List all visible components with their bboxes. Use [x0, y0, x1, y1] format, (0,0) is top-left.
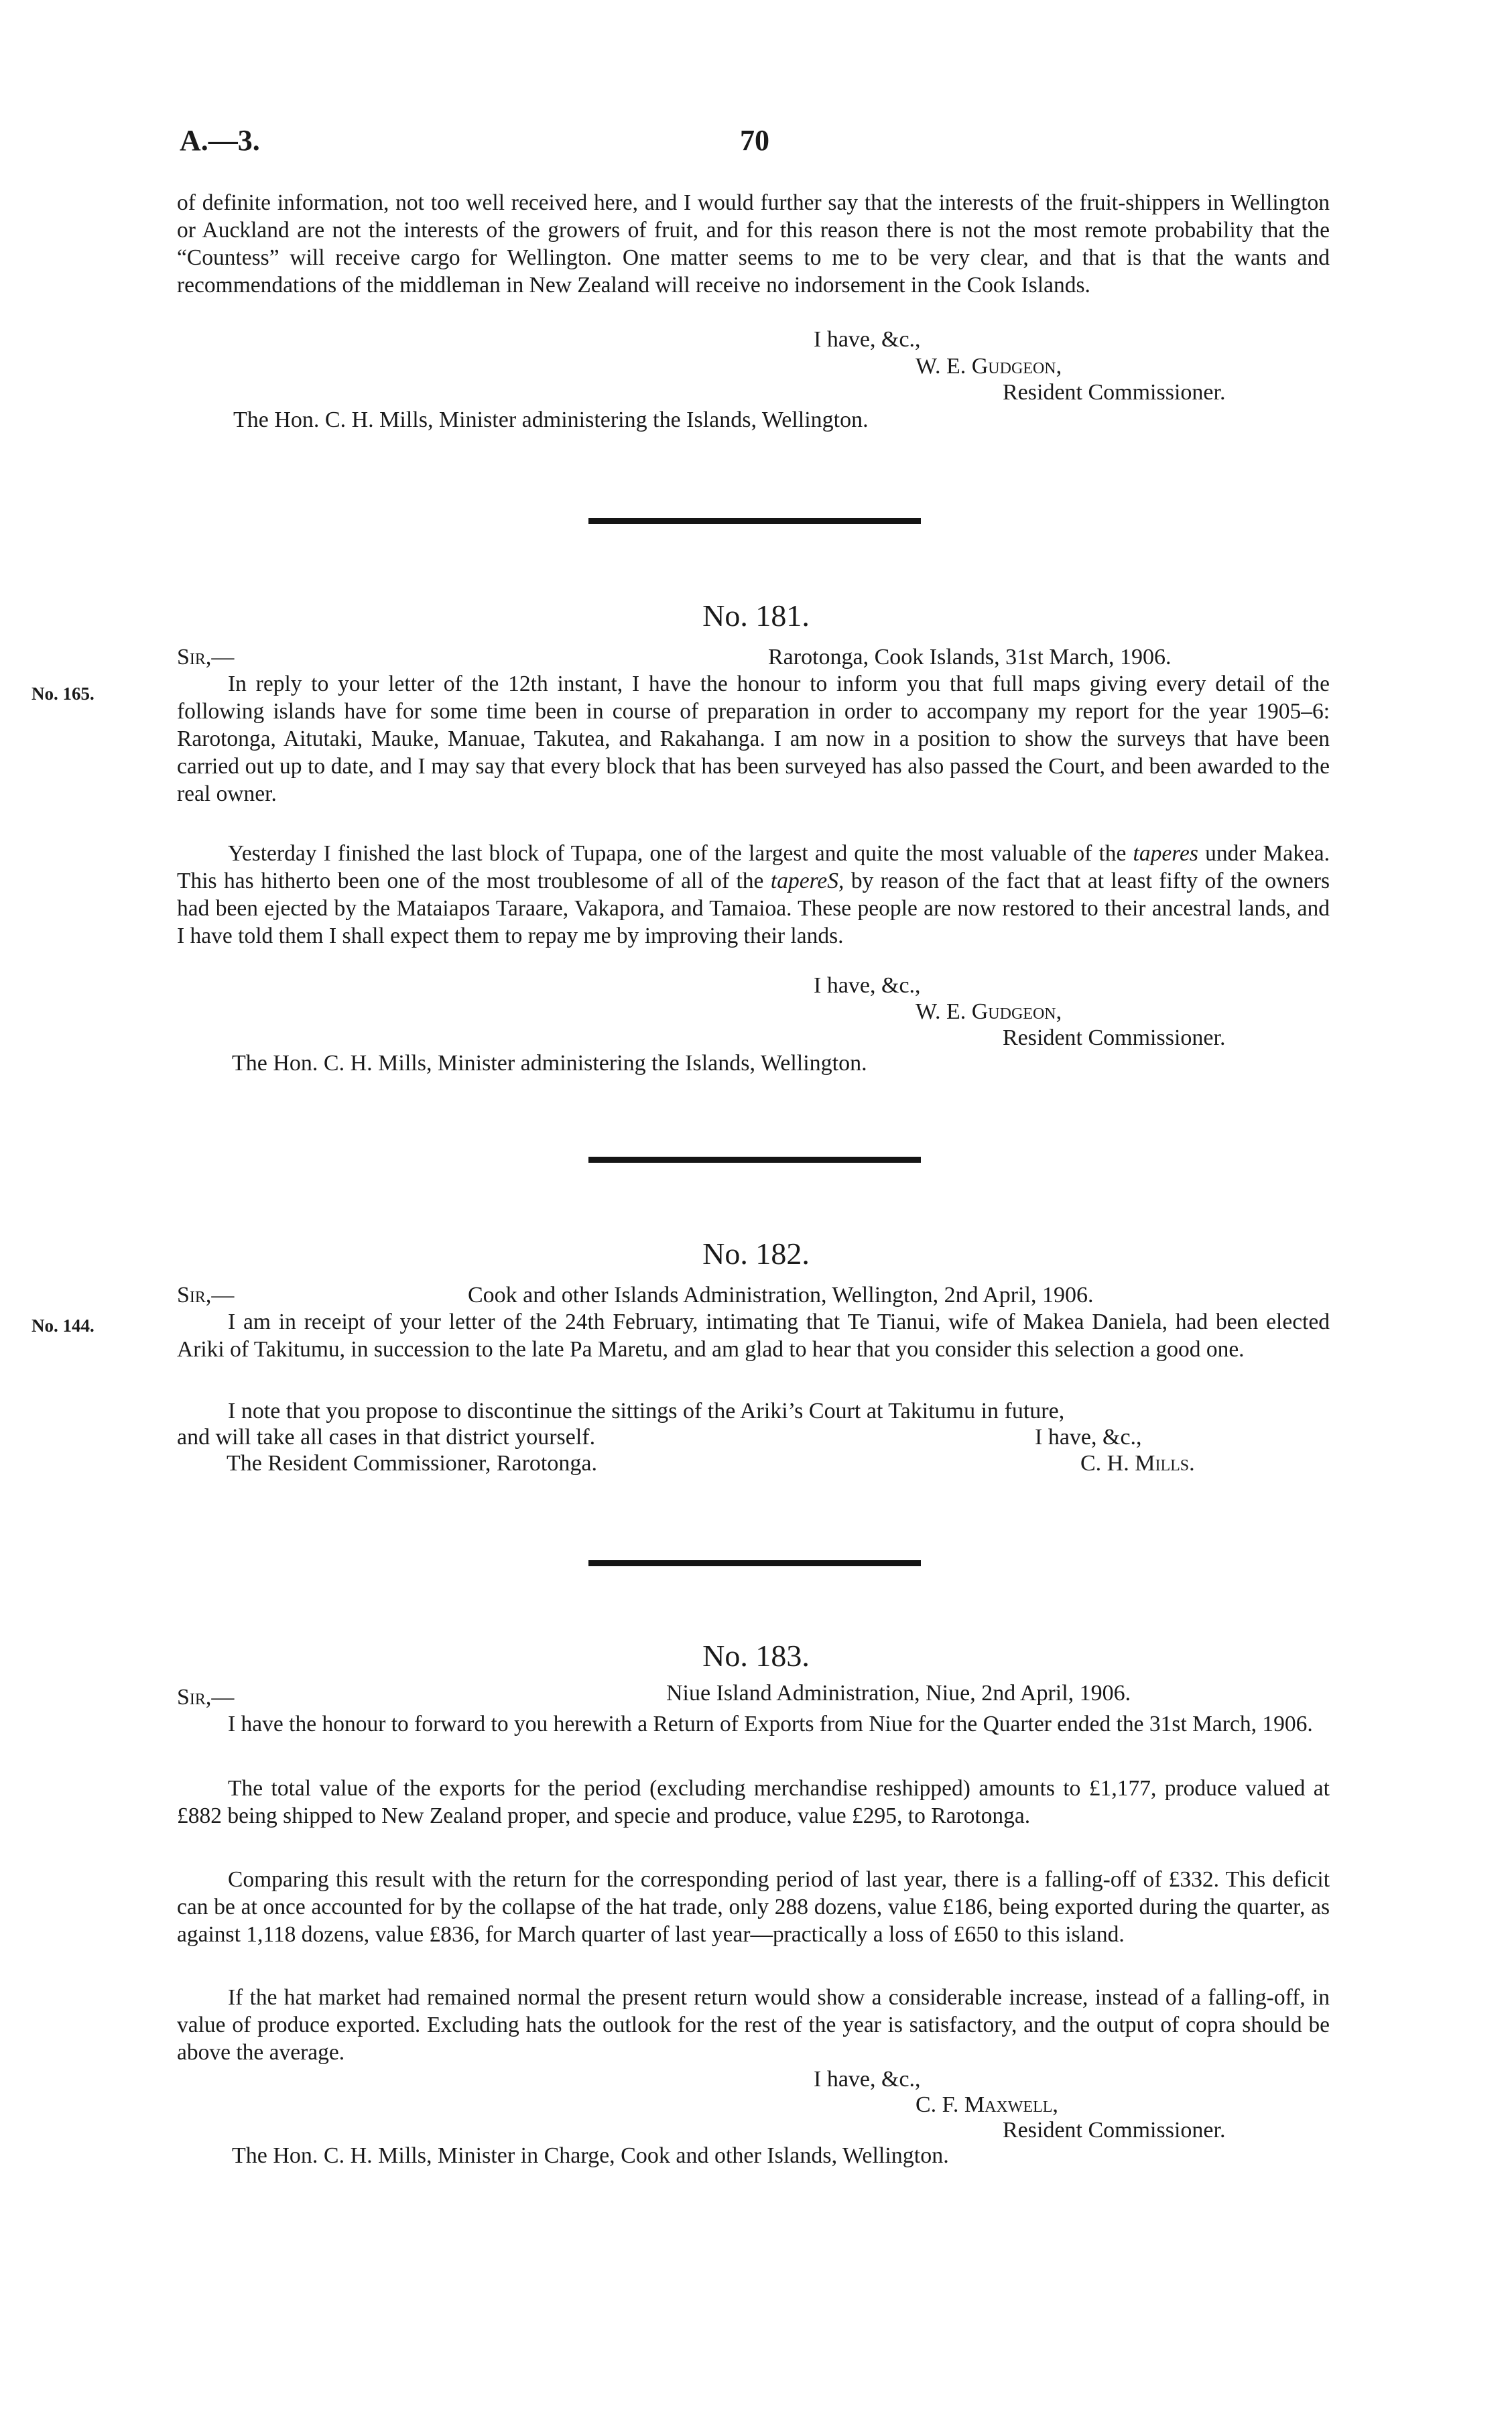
addressee-line: The Hon. C. H. Mills, Minister in Charge, Cook and other Islands, Wellington.	[232, 2143, 949, 2168]
letter-paragraph: I am in receipt of your letter of the 24th February, intimating that Te Tianui, wife of Makea Daniela, had been elected Ariki of Takitumu, in succession to the late Pa Maretu, and am glad to hear that you consider this selection a good one.	[177, 1310, 1330, 1362]
addressee-line: The Hon. C. H. Mills, Minister administering the Islands, Wellington.	[233, 407, 869, 432]
letter-paragraph: Yesterday I finished the last block of Tupapa, one of the largest and quite the most valuable of the taperes under Makea. This has hitherto been one of the most troublesome of all of the tapereS, by reason of the fact that at least fifty of the owners had been ejected by the Mataiapos Taraare, Vakapora, and Tamaioa. These people are now restored to their ancestral lands, and I have told them I shall expect them to repay me by improving their lands.	[177, 841, 1330, 948]
signer-title: Resident Commissioner.	[1003, 380, 1226, 405]
letter-paragraph: I have the honour to forward to you herewith a Return of Exports from Niue for the Quarter ended the 31st March, 1906.	[228, 1712, 1313, 1736]
letter-paragraph: In reply to your letter of the 12th instant, I have the honour to inform you that full maps giving every detail of the following islands have for some time been in course of preparation in order to accompany my report for the year 1905–6: Rarotonga, Aitutaki, Mauke, Manuae, Takutea, and Rakahanga. I am now in a position to show the surveys that have been carried out up to date, and I may say that every block that has been surveyed has also passed the Court, and been awarded to the real owner.	[177, 672, 1330, 806]
letter-paragraph: If the hat market had remained normal the present return would show a considerable increase, instead of a falling-off, in value of produce exported. Excluding hats the outlook for the rest of the year is satisfactory, and the output of copra should be above the average.	[177, 1985, 1330, 2065]
letter-paragraph-line: and will take all cases in that district yourself.	[177, 1425, 596, 1450]
continuation-paragraph: of definite information, not too well received here, and I would further say that the interests of the fruit-shippers in Wellington or Auckland are not the interests of the growers of fruit, and for this reason there is not the most remote probability that the “Countess” will receive cargo for Wellington. One matter seems to me to be very clear, and that is that the wants and recommendations of the middleman in New Zealand will receive no indorsement in the Cook Islands.	[177, 190, 1330, 298]
margin-reference: No. 165.	[32, 684, 94, 704]
addressee-line: The Hon. C. H. Mills, Minister administering the Islands, Wellington.	[232, 1051, 867, 1076]
signer-name: W. E. Gudgeon,	[916, 999, 1062, 1024]
signer-name: C. F. Maxwell,	[916, 2092, 1058, 2117]
signer-name: W. E. Gudgeon,	[916, 354, 1062, 379]
place-date: Niue Island Administration, Niue, 2nd April, 1906.	[666, 1681, 1131, 1706]
margin-reference: No. 144.	[32, 1316, 94, 1336]
letter-paragraph-line: I note that you propose to discontinue the sittings of the Ariki’s Court at Takitumu in future,	[228, 1399, 1065, 1423]
letter-paragraph: Comparing this result with the return for the corresponding period of last year, there is a falling-off of £332. This deficit can be at once accounted for by the collapse of the hat trade, only 288 dozens, value £186, being exported during the quarter, as against 1,118 dozens, value £836, for March quarter of last year—practically a loss of £650 to this island.	[177, 1867, 1330, 1947]
letter-paragraph: The total value of the exports for the period (excluding merchandise reshipped) amounts to £1,177, produce valued at £882 being shipped to New Zealand proper, and specie and produce, value £295, to Rarotonga.	[177, 1776, 1330, 1828]
salutation: Sir,—	[177, 1685, 235, 1710]
salutation: Sir,—	[177, 1283, 235, 1308]
closing-line: I have, &c.,	[814, 973, 921, 998]
letter-number: No. 182.	[702, 1236, 810, 1271]
section-divider	[588, 518, 921, 524]
page-number: 70	[740, 124, 769, 157]
signer-title: Resident Commissioner.	[1003, 2118, 1226, 2143]
closing-line: I have, &c.,	[814, 327, 921, 352]
letter-number: No. 183.	[702, 1639, 810, 1673]
signer-title: Resident Commissioner.	[1003, 1025, 1226, 1050]
addressee-line: The Resident Commissioner, Rarotonga.	[227, 1451, 597, 1476]
closing-line: I have, &c.,	[1035, 1425, 1142, 1450]
salutation: Sir,—	[177, 645, 235, 670]
place-date: Cook and other Islands Administration, Wellington, 2nd April, 1906.	[468, 1283, 1094, 1308]
document-reference: A.—3.	[180, 124, 260, 157]
section-divider	[588, 1560, 921, 1566]
closing-line: I have, &c.,	[814, 2067, 921, 2092]
place-date: Rarotonga, Cook Islands, 31st March, 1906.	[768, 645, 1172, 670]
section-divider	[588, 1157, 921, 1163]
signer-name: C. H. Mills.	[1080, 1451, 1195, 1476]
letter-number: No. 181.	[702, 598, 810, 633]
